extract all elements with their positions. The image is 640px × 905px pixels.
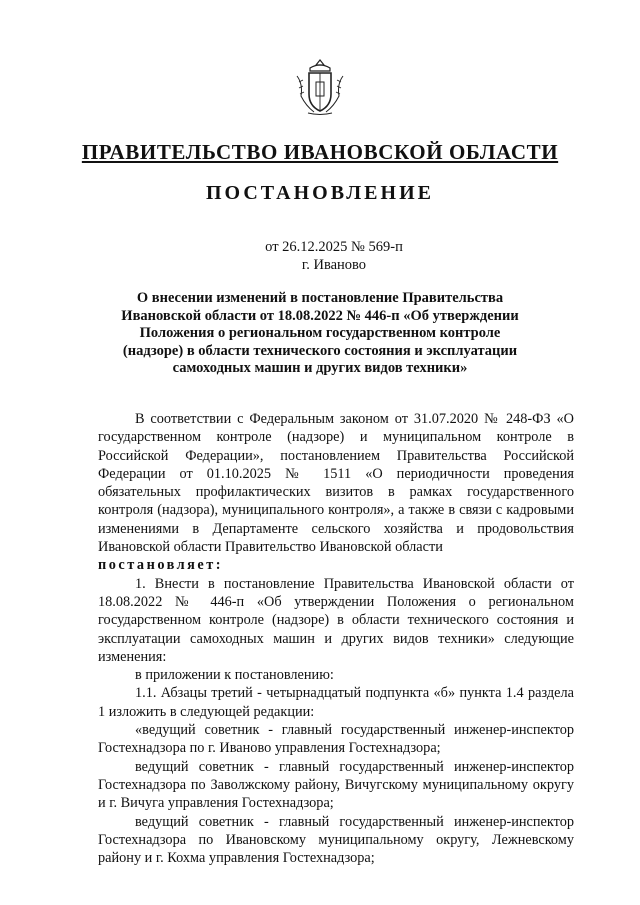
date-number: от 26.12.2025 № 569-п	[265, 239, 403, 255]
paragraph: в приложении к постановлению:	[135, 667, 334, 684]
coat-of-arms-icon	[294, 56, 346, 116]
paragraph: «ведущий советник - главный государственный инженер-инспектор Гостехнадзора по г. Иваново управления Гостехнадзора;	[98, 722, 574, 757]
paragraph: 1.1. Абзацы третий - четырнадцатый подпункта «б» пункта 1.4 раздела 1 изложить в следующей редакции:	[98, 685, 574, 720]
city: г. Иваново	[301, 257, 367, 273]
paragraph: ведущий советник - главный государственный инженер-инспектор Гостехнадзора по Заволжскому району, Вичугскому муниципальному округу и г. Вичуга управления Гостехнадзора;	[98, 758, 574, 812]
document-title: О внесении изменений в постановление Правительства Ивановской области от 18.08.2022 № 446-п «Об утверждении Положения о региональном государственном контроле (надзоре) в области технического состояния и эксплуатации самоходных машин и других видов техники»	[121, 290, 519, 376]
paragraph: В соответствии с Федеральным законом от 31.07.2020 № 248-ФЗ «О государственном контроле (надзоре) и муниципальном контроле в Российской Федерации», постановлением Правительства Российской Федерации от 01.10.2025 № 1511 «О периодичности проведения обязательных профилактических визитов в рамках государственного контроля (надзора), муниципального контроля», а также в связи с кадровыми изменениями в Департаменте сельского хозяйства и продовольствия Ивановской области Правительство Ивановской области	[98, 411, 574, 556]
resolution-word: постановляет:	[98, 557, 224, 574]
document-meta	[0, 238, 640, 274]
document-type: ПОСТАНОВЛЕНИЕ	[206, 182, 434, 204]
document-body	[98, 410, 574, 867]
paragraph: 1. Внести в постановление Правительства Ивановской области от 18.08.2022 № 446-п «Об утверждении Положения о региональном государственном контроле (надзоре) в области технического состояния и эксплуатации самоходных машин и других видов техники» следующие изменения:	[98, 575, 574, 665]
organization-name: ПРАВИТЕЛЬСТВО ИВАНОВСКОЙ ОБЛАСТИ	[81, 140, 559, 164]
paragraph: ведущий советник - главный государственный инженер-инспектор Гостехнадзора по Ивановскому муниципальному округу, Лежневскому району и г. Кохма управления Гостехнадзора;	[98, 813, 574, 867]
